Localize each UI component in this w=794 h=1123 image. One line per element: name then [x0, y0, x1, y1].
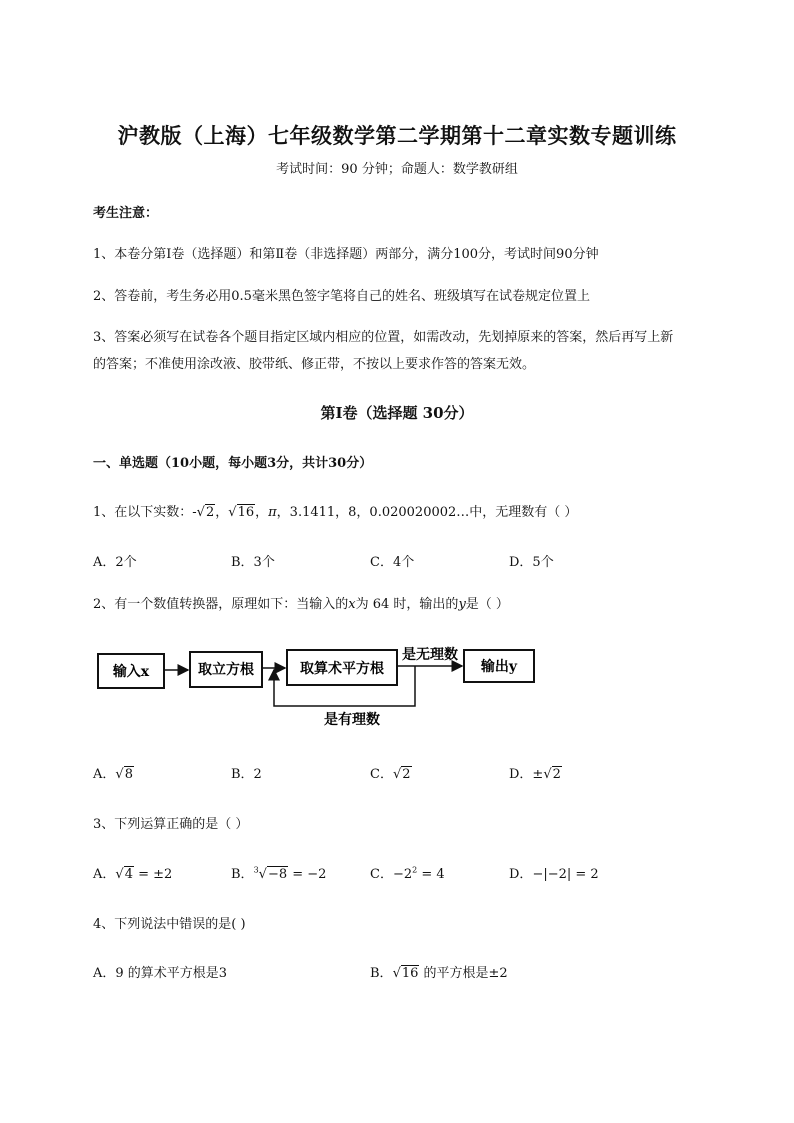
- notice-heading: 考生注意：: [93, 206, 159, 221]
- q3-option-c[interactable]: C．$-2^2 = 4$: [370, 865, 445, 882]
- notice-item-1: 1、本卷分第I卷（选择题）和第Ⅱ卷（非选择题）两部分，满分100分，考试时间90分钟: [93, 247, 599, 262]
- section-title: 第I卷（选择题 30分）: [320, 404, 474, 422]
- page-title: 沪教版（上海）七年级数学第二学期第十二章实数专题训练: [117, 123, 677, 148]
- question-4: 4、下列说法中错误的是( ): [93, 917, 246, 932]
- q2-option-d[interactable]: D．±√2: [509, 767, 561, 782]
- exam-info: 考试时间：90 分钟；命题人：数学教研组: [276, 162, 518, 177]
- q1-rest: ，3.1411，8，0.020020002…中，无理数有（ ）: [276, 505, 578, 520]
- q3-option-b[interactable]: B．$^3$√−8 = −2: [231, 865, 327, 882]
- label-irrational: 是无理数: [402, 647, 458, 663]
- notice-item-3-cont: 的答案；不准使用涂改液、胶带纸、修正带，不按以上要求作答的答案无效。: [93, 357, 536, 372]
- sqrt-2: √2: [196, 505, 215, 520]
- q1-prefix: 1、在以下实数：-: [93, 505, 197, 520]
- q4-option-b[interactable]: B．√16 的平方根是±2: [370, 966, 508, 981]
- q1-option-b[interactable]: B．3个: [231, 555, 275, 570]
- question-1: 1、在以下实数：-√2，√16，π，3.1411，8，0.020020002…中，无理数有（ ）: [93, 505, 578, 520]
- label-output: 输出y: [480, 659, 518, 675]
- q1-option-c[interactable]: C．4个: [370, 555, 415, 570]
- question-2: 2、有一个数值转换器，原理如下：当输入的x为 64 时，输出的y是（ ）: [93, 597, 509, 612]
- q1-option-a[interactable]: A．2个: [93, 555, 137, 570]
- converter-diagram: [90, 636, 550, 736]
- q2-option-c[interactable]: C．√2: [370, 767, 411, 782]
- label-rational: 是有理数: [324, 712, 380, 728]
- part-heading: 一、单选题（10小题，每小题3分，共计30分）: [93, 456, 373, 471]
- pi-symbol: π: [268, 505, 277, 520]
- sqrt-16: √16: [228, 505, 255, 520]
- q3-option-a[interactable]: A．√4 = ±2: [93, 867, 173, 882]
- notice-item-3: 3、答案必须写在试卷各个题目指定区域内相应的位置，如需改动，先划掉原来的答案，然后再写上新: [93, 330, 674, 345]
- label-cube-root: 取立方根: [198, 662, 254, 678]
- q4-option-a[interactable]: A．9 的算术平方根是3: [93, 966, 228, 981]
- label-sqrt: 取算术平方根: [300, 661, 384, 677]
- label-input: 输入x: [112, 664, 150, 680]
- q2-option-b[interactable]: B．2: [231, 767, 262, 782]
- q1-option-d[interactable]: D．5个: [509, 555, 554, 570]
- question-3: 3、下列运算正确的是（ ）: [93, 817, 249, 832]
- notice-item-2: 2、答卷前，考生务必用0.5毫米黑色签字笔将自己的姓名、班级填写在试卷规定位置上: [93, 289, 590, 304]
- q2-option-a[interactable]: A．√8: [93, 767, 133, 782]
- q3-option-d[interactable]: D．−|−2| = 2: [509, 867, 599, 882]
